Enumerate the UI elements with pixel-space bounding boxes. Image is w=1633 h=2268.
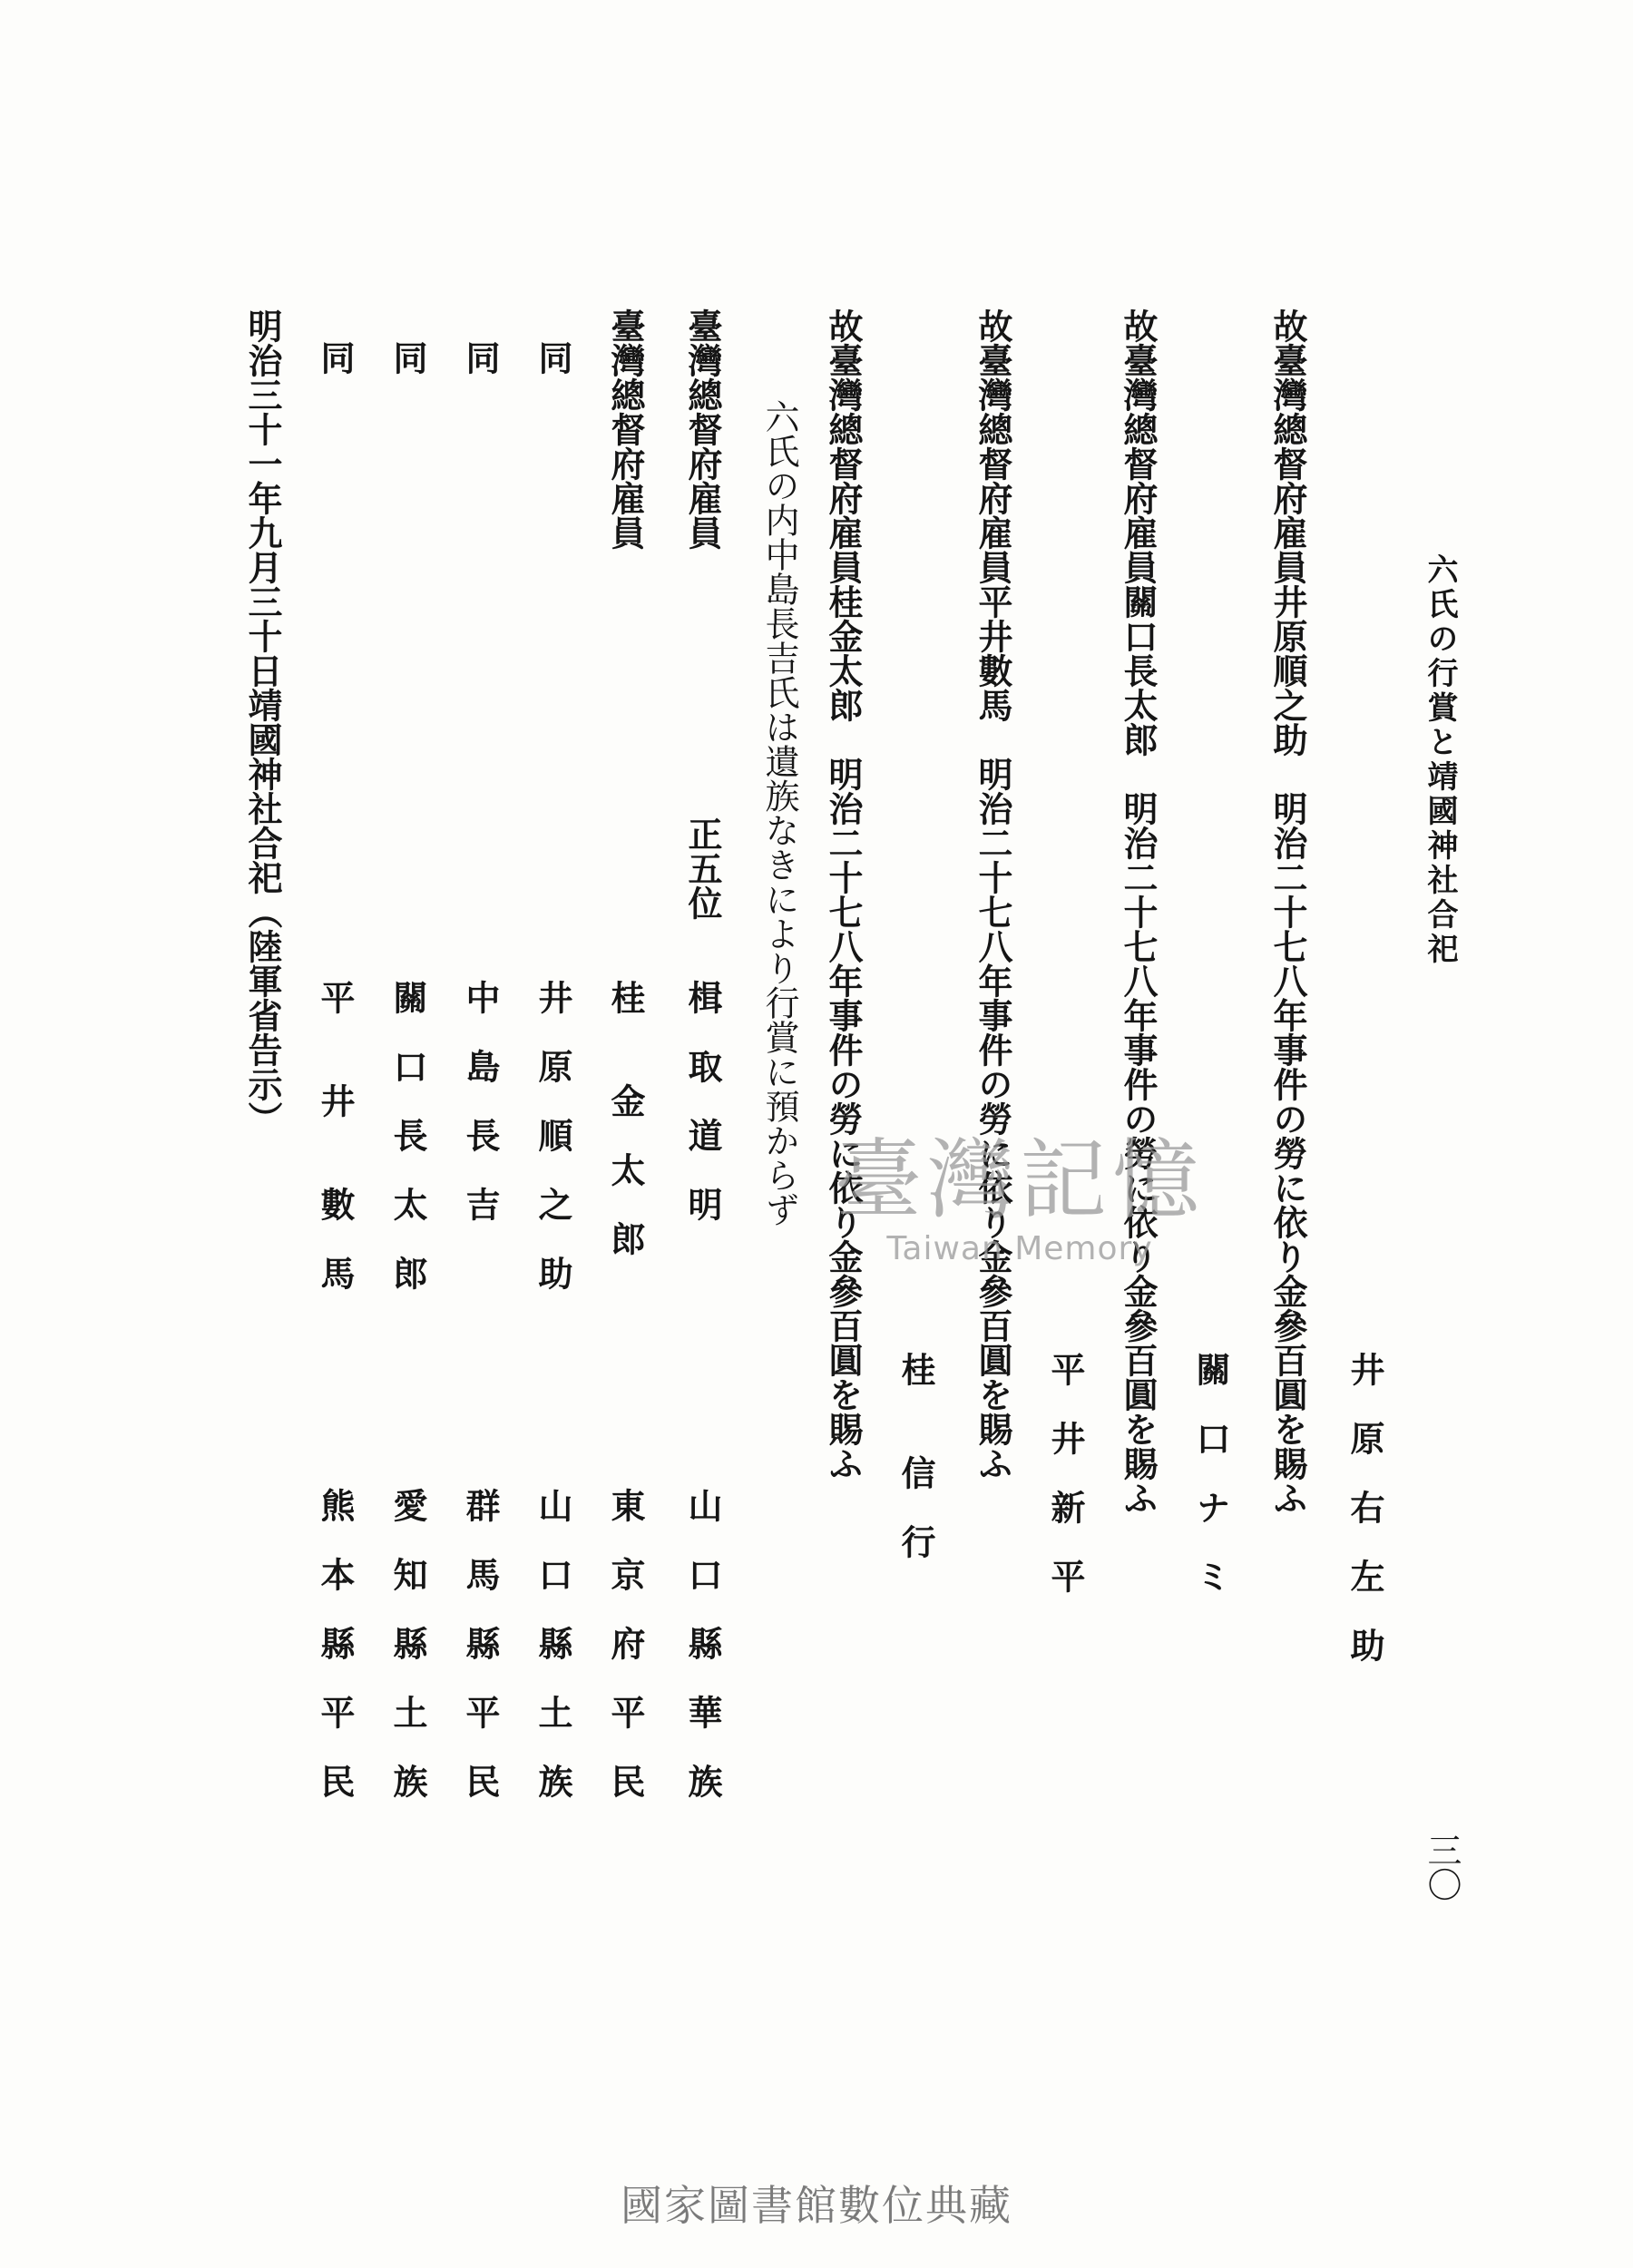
- enshrined-name-1: 楫 取 道 明: [682, 980, 723, 1221]
- page-number: 三〇: [1422, 1833, 1462, 1901]
- enshrined-rank-1: 正五位: [682, 816, 723, 920]
- enshrined-origin-2: 東 京 府 平 民: [605, 1488, 646, 1798]
- footer-collection-label: 國家圖書館數位典藏: [621, 2181, 1012, 2230]
- enshrined-title-4: 同: [460, 340, 501, 375]
- watermark-english: Taiwan Memory: [886, 1230, 1153, 1267]
- running-title: 六氏の行賞と靖國神社合祀: [1422, 553, 1458, 967]
- award-line-4: 故臺灣總督府雇員桂金太郎 明治二十七八年事件の勞に依り金參百圓を賜ふ: [823, 308, 864, 1481]
- enshrined-origin-4: 群 馬 縣 平 民: [460, 1488, 501, 1798]
- note-line: 六氏の内中島長吉氏は遺族なきにより行賞に預からず: [759, 399, 799, 1227]
- enshrined-name-6: 平 井 數 馬: [315, 980, 356, 1290]
- enshrined-title-5: 同: [387, 340, 428, 375]
- award-heir-2: 關 口 ナ ミ: [1190, 1352, 1231, 1593]
- enshrined-title-3: 同: [533, 340, 573, 375]
- award-line-3: 故臺灣總督府雇員平井數馬 明治二十七八年事件の勞に依り金參百圓を賜ふ: [973, 308, 1013, 1481]
- award-line-2: 故臺灣總督府雇員關口長太郎 明治二十七八年事件の勞に依り金參百圓を賜ふ: [1118, 308, 1159, 1515]
- enshrined-title-6: 同: [315, 340, 356, 375]
- enshrined-origin-1: 山 口 縣 華 族: [682, 1488, 723, 1798]
- award-heir-4: 桂 信 行: [895, 1352, 936, 1559]
- watermark-chinese: 臺灣記憶: [835, 1129, 1205, 1231]
- award-heir-3: 平 井 新 平: [1045, 1352, 1086, 1593]
- enshrined-title-1: 臺灣總督府雇員: [682, 308, 723, 550]
- enshrined-name-3: 井 原 順 之 助: [533, 980, 573, 1290]
- award-line-1: 故臺灣總督府雇員井原順之助 明治二十七八年事件の勞に依り金參百圓を賜ふ: [1267, 308, 1308, 1515]
- date-line: 明治三十一年九月三十日靖國神社合祀（陸軍省告示）: [242, 308, 283, 1136]
- enshrined-name-2: 桂 金 太 郎: [605, 980, 646, 1256]
- enshrined-name-4: 中 島 長 吉: [460, 980, 501, 1221]
- award-heir-1: 井 原 右 左 助: [1345, 1352, 1385, 1662]
- enshrined-title-2: 臺灣總督府雇員: [605, 308, 646, 550]
- enshrined-origin-5: 愛 知 縣 土 族: [387, 1488, 428, 1798]
- enshrined-origin-6: 熊 本 縣 平 民: [315, 1488, 356, 1798]
- watermark: [835, 1111, 1205, 1267]
- enshrined-name-5: 關 口 長 太 郎: [387, 980, 428, 1290]
- enshrined-origin-3: 山 口 縣 土 族: [533, 1488, 573, 1798]
